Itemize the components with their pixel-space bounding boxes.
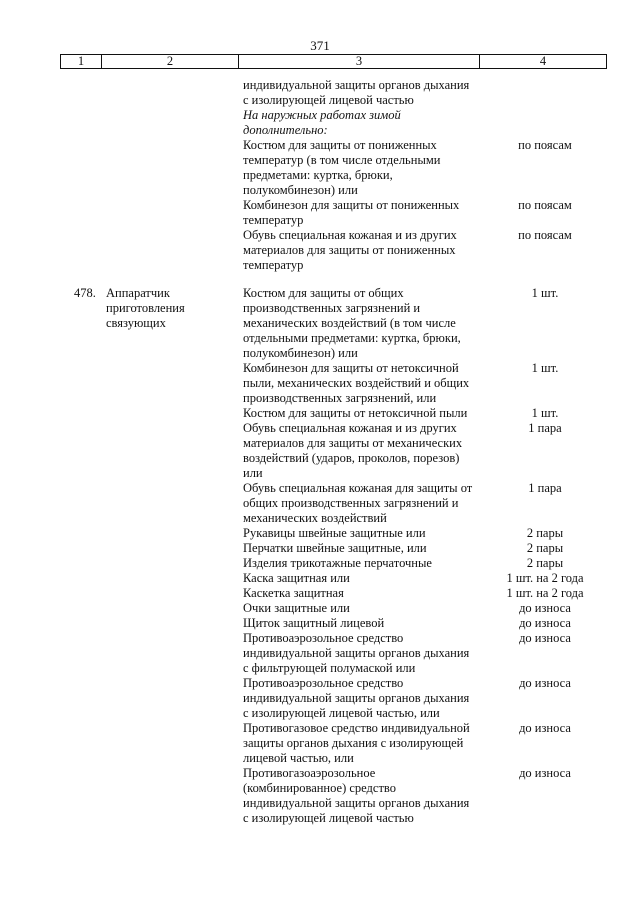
item-description: Противоаэрозольное средство индивидуальной защиты органов дыхания с фильтрующей полумаской или	[243, 631, 470, 675]
item-quantity: 1 пара	[528, 481, 562, 495]
header-col-2: 2	[101, 55, 238, 68]
table-row	[0, 571, 640, 586]
item-description: На наружных работах зимой дополнительно:	[243, 108, 401, 137]
continuation-rows	[0, 78, 640, 273]
item-rows	[0, 286, 640, 826]
item-quantity: 1 шт.	[531, 361, 559, 375]
profession-name: Аппаратчик приготовления связующих	[106, 286, 185, 330]
table-body	[0, 78, 640, 826]
table-row	[0, 361, 640, 406]
table-row	[0, 526, 640, 541]
table-row	[0, 541, 640, 556]
item-quantity: до износа	[519, 631, 571, 645]
item-description: Изделия трикотажные перчаточные	[243, 556, 432, 570]
item-quantity: 1 пара	[528, 421, 562, 435]
item-number: 478.	[74, 286, 96, 300]
table-row	[0, 616, 640, 631]
item-description: Обувь специальная кожаная для защиты от общих производственных загрязнений и механических воздействий	[243, 481, 473, 525]
item-description: индивидуальной защиты органов дыхания с изолирующей лицевой частью	[243, 78, 470, 107]
item-description: Костюм для защиты от пониженных температур (в том числе отдельными предметами: куртка, брюки, полукомбинезон) или	[243, 138, 441, 197]
page-number: 371	[310, 38, 330, 53]
item-description: Костюм для защиты от нетоксичной пыли	[243, 406, 468, 420]
item-quantity: по поясам	[518, 228, 572, 242]
table-row	[0, 721, 640, 766]
item-description: Комбинезон для защиты от пониженных температур	[243, 198, 460, 227]
table-row	[0, 676, 640, 721]
item-quantity: до износа	[519, 616, 571, 630]
item-description: Очки защитные или	[243, 601, 350, 615]
table-row	[0, 198, 640, 228]
table-row	[0, 138, 640, 198]
table-row	[0, 556, 640, 571]
item-description: Противогазовое средство индивидуальной защиты органов дыхания с изолирующей лицевой частью, или	[243, 721, 470, 765]
table-row	[0, 108, 640, 138]
table-header	[60, 54, 607, 69]
table-row	[0, 601, 640, 616]
item-description: Каска защитная или	[243, 571, 350, 585]
item-quantity: 1 шт.	[531, 406, 559, 420]
header-col-1: 1	[77, 54, 85, 68]
table-row	[0, 286, 640, 361]
table-row	[0, 586, 640, 601]
item-quantity: 2 пары	[526, 541, 564, 555]
item-quantity: 2 пары	[526, 526, 564, 540]
table-row	[0, 78, 640, 108]
item-description: Щиток защитный лицевой	[243, 616, 385, 630]
item-quantity: по поясам	[518, 198, 572, 212]
table-row	[0, 766, 640, 826]
item-quantity: до износа	[519, 601, 571, 615]
table-row	[0, 406, 640, 421]
item-description: Противогазоаэрозольное (комбинированное) средство индивидуальной защиты органов дыхания с изолирующей лицевой частью	[243, 766, 470, 825]
item-quantity: до износа	[519, 721, 571, 735]
item-description: Рукавицы швейные защитные или	[243, 526, 426, 540]
item-quantity: до износа	[519, 766, 571, 780]
item-description: Костюм для защиты от общих производственных загрязнений и механических воздействий (в том числе отдельными предметами: куртка, брюки, полукомбинезон) или	[243, 286, 461, 360]
item-quantity: 1 шт. на 2 года	[506, 571, 584, 585]
item-quantity: до износа	[519, 676, 571, 690]
header-col-3: 3	[238, 55, 479, 68]
header-col-4: 4	[479, 55, 606, 68]
table-row	[0, 421, 640, 481]
table-row	[0, 631, 640, 676]
item-quantity: по поясам	[518, 138, 572, 152]
table-row	[0, 481, 640, 526]
item-quantity: 1 шт. на 2 года	[506, 586, 584, 600]
item-quantity: 2 пары	[526, 556, 564, 570]
item-description: Каскетка защитная	[243, 586, 344, 600]
item-quantity: 1 шт.	[531, 286, 559, 300]
item-description: Обувь специальная кожаная и из других материалов для защиты от механических воздействий (ударов, проколов, порезов) или	[243, 421, 463, 480]
item-description: Противоаэрозольное средство индивидуальной защиты органов дыхания с изолирующей лицевой частью, или	[243, 676, 470, 720]
table-row	[0, 228, 640, 273]
item-description: Комбинезон для защиты от нетоксичной пыли, механических воздействий и общих производственных загрязнений, или	[243, 361, 470, 405]
item-478	[0, 286, 640, 826]
item-description: Перчатки швейные защитные, или	[243, 541, 427, 555]
item-description: Обувь специальная кожаная и из других материалов для защиты от пониженных температур	[243, 228, 457, 272]
